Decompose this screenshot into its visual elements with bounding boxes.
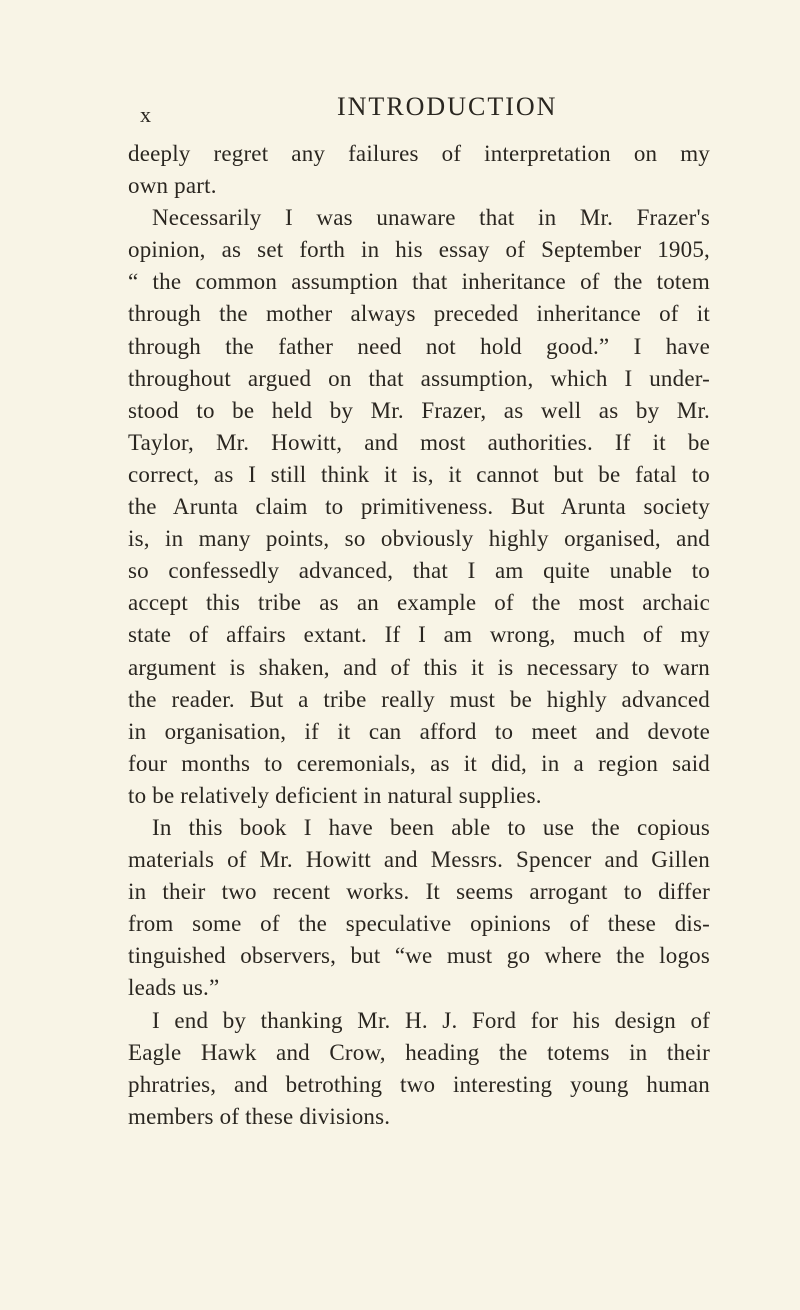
paragraph	[128, 138, 710, 202]
text-line: members of these divisions.	[128, 1103, 391, 1129]
text-line: throughout argued on that assumption, which I under-	[128, 365, 710, 391]
text-line: own part.	[128, 173, 217, 199]
text-line: stood to be held by Mr. Frazer, as well as by Mr.	[128, 397, 710, 423]
text-line: deeply regret any failures of interpretation on my	[128, 141, 710, 166]
text-line: In this book I have been able to use the copious	[152, 814, 710, 840]
page-number: x	[140, 102, 152, 127]
text-line: through the mother always preceded inheritance of it	[128, 301, 710, 327]
page-header	[0, 92, 800, 132]
paragraph	[128, 812, 710, 1005]
paragraph	[128, 202, 710, 812]
text-line: is, in many points, so obviously highly organised, and	[128, 526, 710, 552]
text-line: the Arunta claim to primitiveness. But Arunta society	[128, 494, 710, 520]
text-line: the reader. But a tribe really must be highly advanced	[128, 686, 710, 712]
text-line: Taylor, Mr. Howitt, and most authorities. If it be	[128, 429, 710, 455]
text-line: Necessarily I was unaware that in Mr. Frazer's	[152, 205, 710, 231]
text-line: “ the common assumption that inheritance of the totem	[128, 269, 710, 295]
text-line: four months to ceremonials, as it did, in a region said	[128, 750, 710, 776]
text-line: I end by thanking Mr. H. J. Ford for his design of	[152, 1007, 710, 1033]
text-line: from some of the speculative opinions of these dis-	[128, 911, 710, 937]
text-line: correct, as I still think it is, it cannot but be fatal to	[128, 461, 710, 487]
text-line: state of affairs extant. If I am wrong, much of my	[128, 622, 710, 648]
running-head: INTRODUCTION	[337, 92, 558, 121]
text-line: opinion, as set forth in his essay of September 1905,	[128, 237, 710, 263]
body-text	[128, 138, 710, 1133]
text-line: accept this tribe as an example of the most archaic	[128, 590, 710, 616]
text-line: materials of Mr. Howitt and Messrs. Spencer and Gillen	[128, 847, 710, 873]
text-line: in organisation, if it can afford to meet and devote	[128, 718, 710, 744]
text-line: in their two recent works. It seems arrogant to differ	[128, 879, 710, 905]
text-line: so confessedly advanced, that I am quite unable to	[128, 558, 710, 584]
text-line: argument is shaken, and of this it is necessary to warn	[128, 654, 710, 680]
paragraph	[128, 1005, 710, 1133]
text-line: leads us.”	[128, 975, 220, 1001]
text-line: through the father need not hold good.” I have	[128, 333, 710, 359]
text-line: Eagle Hawk and Crow, heading the totems in their	[128, 1039, 710, 1065]
text-line: tinguished observers, but “we must go where the logos	[128, 943, 710, 969]
text-line: to be relatively deficient in natural supplies.	[128, 782, 542, 808]
text-line: phratries, and betrothing two interesting young human	[128, 1071, 710, 1097]
